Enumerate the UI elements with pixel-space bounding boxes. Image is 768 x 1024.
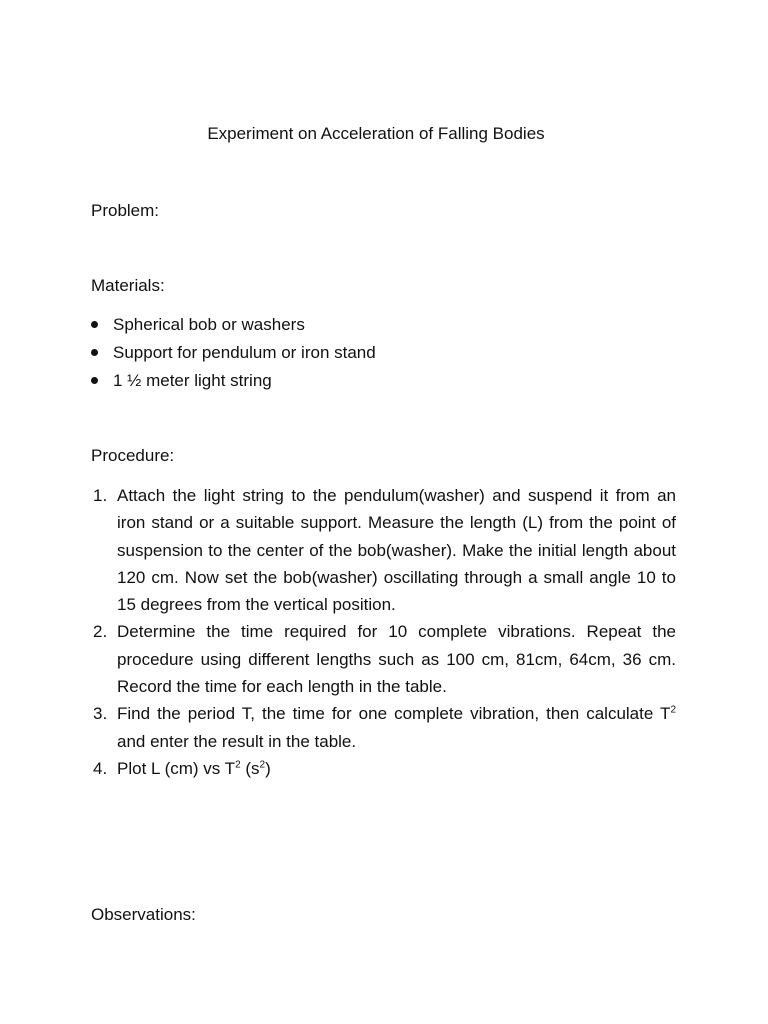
material-text: 1 ½ meter light string [113,371,272,390]
list-item [91,482,676,618]
bullet-icon [91,349,98,356]
list-item [91,314,376,342]
step-text-part: Plot L (cm) vs T [117,758,236,778]
procedure-heading: Procedure: [91,446,175,465]
material-text: Support for pendulum or iron stand [113,343,376,362]
bullet-icon [91,377,98,384]
list-item [91,342,376,370]
list-item [91,370,376,398]
superscript: 2 [670,704,676,716]
materials-heading: Materials: [91,276,165,295]
step-text [117,759,271,778]
list-item [91,618,676,700]
step-text-part: ) [265,758,271,778]
material-text: Spherical bob or washers [113,315,305,334]
problem-heading: Problem: [91,201,160,220]
procedure-list [91,482,676,782]
superscript: 2 [235,759,241,771]
step-number: 4. [93,758,108,778]
superscript: 2 [259,759,266,771]
bullet-icon [91,321,98,328]
step-text: Attach the light string to the pendulum(washer) and suspend it from an iron stand or a suitable support. Measure the length (L) from the point of suspension to the center of the bob(washer). Make the initial length about 120 cm. Now set the bob(washer) oscillating through a small angle 10 to 15 degrees from the vertical position. [117,486,676,615]
step-text [117,704,676,750]
list-item [91,755,676,782]
step-number: 1. [93,486,108,505]
step-text: Determine the time required for 10 complete vibrations. Repeat the procedure using different lengths such as 100 cm, 81cm, 64cm, 36 cm. Record the time for each length in the table. [117,622,676,697]
step-text-part: Find the period T, the time for one complete vibration, then calculate T [117,704,671,724]
observations-heading: Observations: [91,905,196,924]
materials-list [91,314,376,398]
list-item [91,700,676,755]
step-number: 2. [93,622,108,642]
step-text-part: (s [240,758,260,778]
step-number: 3. [93,704,108,724]
step-text-part: and enter the result in the table. [117,731,357,751]
document-title: Experiment on Acceleration of Falling Bodies [207,124,545,143]
